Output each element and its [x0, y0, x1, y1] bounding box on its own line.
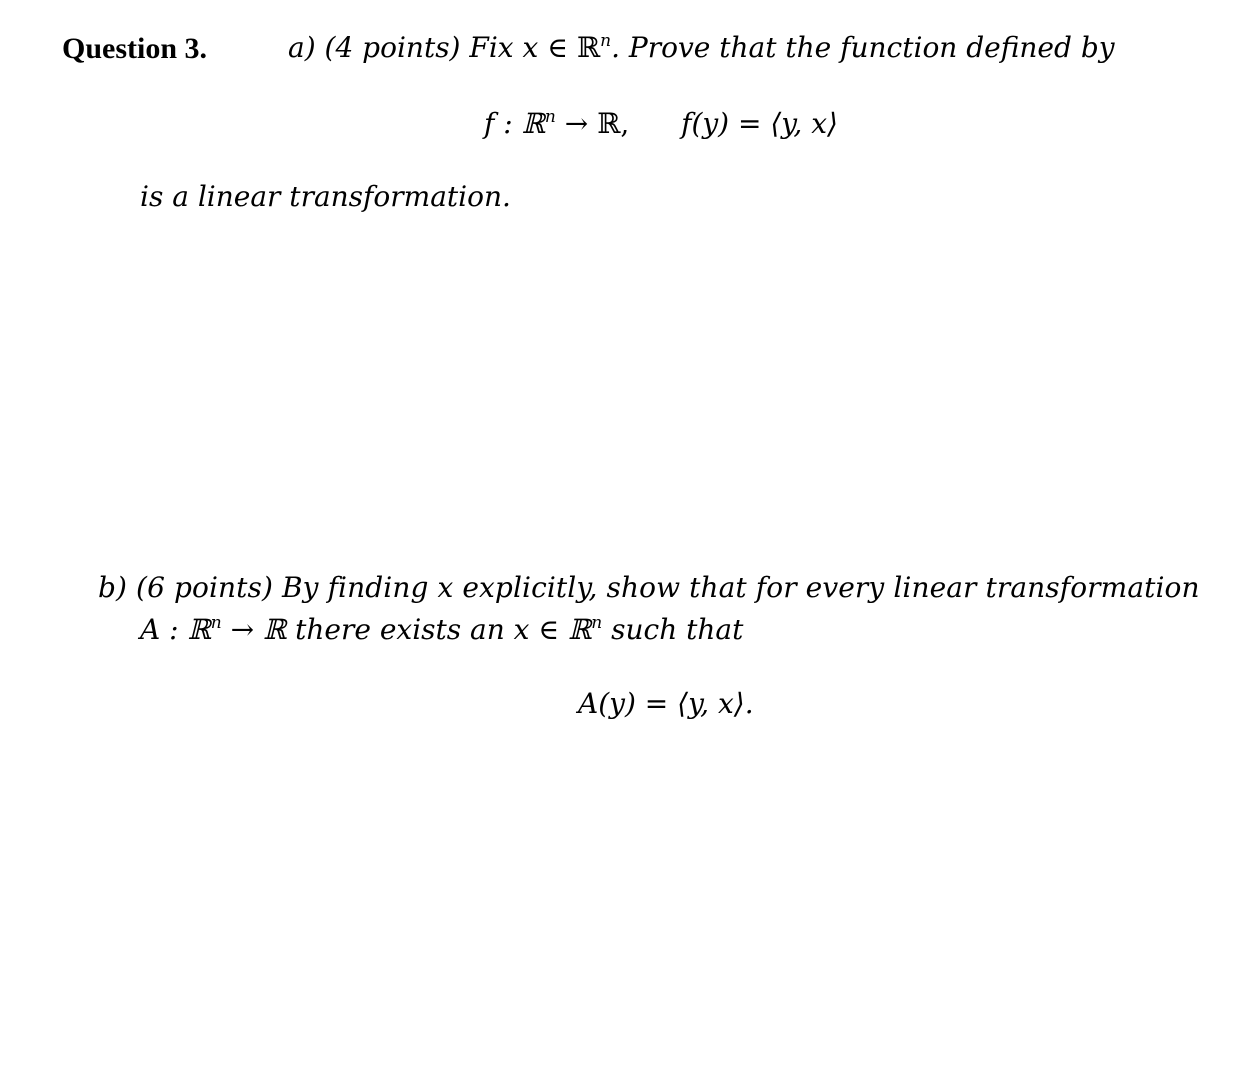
part-b-prompt-line1: b) (6 points) By finding x explicitly, show that for every linear transformation: [98, 571, 1200, 604]
part-b-exponent-2: n: [591, 613, 603, 633]
part-b-exists: → ℝ there exists an x ∈ ℝ: [221, 613, 592, 646]
part-b-exponent-1: n: [210, 613, 222, 633]
part-a-prompt: [288, 31, 1115, 64]
part-b-equation: A(y) = ⟨y, x⟩.: [578, 687, 754, 720]
part-b-prompt-line2: [140, 613, 744, 646]
equation-map: f : ℝ: [484, 107, 545, 140]
part-b-such-that: such that: [602, 613, 744, 646]
part-a-reals: ℝ: [576, 31, 601, 64]
equation-definition: f(y) = ⟨y, x⟩: [681, 107, 838, 140]
part-b-map: A : ℝ: [140, 613, 211, 646]
equation-codomain: → ℝ,: [564, 107, 630, 140]
question-label: Question 3.: [62, 32, 208, 65]
part-a-marker: a): [288, 31, 316, 64]
part-a-in: ∈: [547, 31, 568, 64]
part-a-lead: Fix: [469, 31, 514, 64]
part-a-statement: . Prove that the function defined by: [611, 31, 1115, 64]
equation-map-exponent: n: [544, 107, 556, 127]
part-a-points: (4 points): [324, 31, 461, 64]
part-a-conclusion: is a linear transformation.: [140, 180, 511, 213]
part-a-x: x: [522, 31, 539, 64]
part-a-equation: [484, 107, 838, 140]
part-a-exponent: n: [600, 31, 612, 51]
